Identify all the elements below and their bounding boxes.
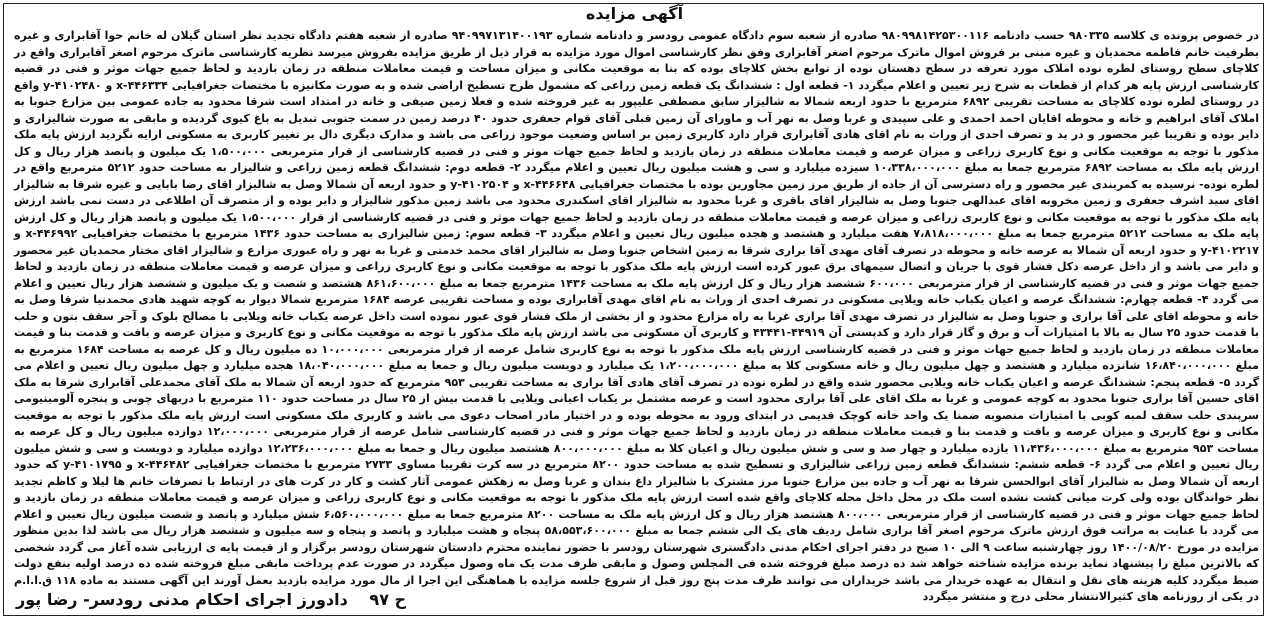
notice-footer (16, 590, 406, 609)
notice-body: در خصوص پرونده ی کلاسه ۹۸۰۳۳۵ حسب دادنامه ۹۸۰۹۹۸۱۴۲۵۳۰۰۱۱۶ صادره از شعبه سوم دادگاه عمومی رودسر و دادنامه شماره ۹۴۰۹۹۷۱۳۱۴۰۰۱۹۳ صادره از شعبه هفتم دادگاه تجدید نظر استان گیلان له خانم حوا آقابراری و غیره بطرفیت خانم فاطمه محمدیان و غیره مبنی بر فروش اموال ماترک مرحوم اصغر آقابراری وفق نظر کارشناسی اموال مورد مزایده به قرار ذیل از طریق مزایده بفروش میرسد نظریه کارشناسی ماترک مرحوم اصغر آقابراری واقع در کلاچای سطح روستای لطره نوده املاک مورد تعرفه در سطح دهستان نوده از توابع بخش کلاچای بوده که بنا به موقعیت مکانی و میزان مساحت و قیمت معاملات منطقه در زمان بازدید و لحاظ جمیع جهات موثر و فنی در قضیه کارشناسی ارزش پایه هر کدام از قطعات به شرح زیر تعیین و اعلام میگردد ۱- قطعه اول : ششدانگ یک قطعه زمین زراعی که مشمول طرح تسطیح اراضی شده و به صورت مکانیزه با مختصات جغرافیایی ۴۴۶۳۳۴-x و ۴۱۰۲۴۸۰-y واقع در روستای لطره نوده کلاچای به مساحت تقریبی ۶۸۹۲ مترمربع با حدود اربعه شمالا به شالیزار سابق مصطفی علیپور به غیر فروخته شده و فعلا زمین صیفی و خانه در امتداد است شرقا محدود به جاده عمومی بین مزارع جنوبا به املاک آقای ابراهیم و خانه و محوطه اقایان احمد احمدی و علی سپیدی و غربا وصل به نهر آب و ماورای آن زمین قبلی آقای قوام جعفری حدود ۴۰ درصد زمین در سمت جنوبی تبدیل به باغ کیوی گردیده و مابقی به صورت شالیزاری و دایر بوده و تقریبا غیر محصور و در ید و تصرف احدی از وراث به نام اقای هادی آقابراری قرار دارد کاربری زمین بر اساس وضعیت موجود زراعی می باشد و مدارک دیگری دال بر تغییر کاربری به مسکونی ارایه نگردید ارزش پایه ملک مذکور با توجه به موقعیت مکانی و نوع کاربری زراعی و میزان عرصه و قیمت معاملات منطقه در زمان بازدید و لحاظ جمیع جهات موثر و فنی در قضیه کارشناسی از قرار مترمربعی ۱،۵۰۰،۰۰۰ یک میلیون و پانصد هزار ریال و کل ارزش پایه ملک به مساحت ۶۸۹۲ مترمربع جمعا به مبلغ ۱۰،۳۳۸،۰۰۰،۰۰۰ سیزده میلیارد و سی و هشت میلیون ریال تعیین و اعلام میگردد ۲- قطعه دوم: ششدانگ قطعه زمین زراعی و شالیزار به مساحت حدود ۵۲۱۲ مترمربع واقع در لطره نوده- نرسیده به کمربندی غیر محصور و راه دسترسی آن از جاده از طریق مرز زمین مجاورین بوده با مختصات جغرافیایی ۴۴۶۶۴۸-x و ۴۱۰۲۵۰۴-y و حدود اربعه آن شمالا وصل به شالیزار اقای رضا بابایی و غیره شرقا به شالیزار اقای سید اشرف جعفری و زمین مخروبه اقای عبدالهی جنوبا وصل به شالیزار اقای باقری و غربا محدود به شالیزار اقای اسکندری محدود می باشد زمین مذکور شالیزار و دایر بوده و از متصرف آن اطلاعی در دست نمی باشد ارزش پایه ملک مذکور با توجه به موقعیت مکانی و نوع کاربری زراعی و میزان عرصه و قیمت معاملات منطقه در زمان بازدید و لحاظ جمیع جهات موثر و فنی در قضیه کارشناسی از قرار ۱،۵۰۰،۰۰۰ یک میلیون و پانصد هزار ریال و کل ارزش پایه ملک به مساحت ۵۲۱۲ مترمربع جمعا به مبلغ ۷،۸۱۸،۰۰۰،۰۰۰ هفت میلیارد و هشتصد و هجده میلیون ریال تعیین و اعلام میگردد ۳- قطعه سوم: زمین شالیزاری به مساحت حدود ۱۴۳۶ مترمربع با مختصات جغرافیایی ۴۴۶۹۹۲-x و ۴۱۰۲۲۱۷-y و حدود اربعه آن شمالا به عرصه خانه و محوطه در تصرف آقای مهدی آقا براری شرقا به زمین اشخاص جنوبا وصل به شالیزار اقای محمد خدمتی و غربا به نهر و راه عبوری مزارع و شالیزار اقای مختار محمدیان غیر محصور و دایر می باشد و از داخل عرصه دکل فشار قوی با جریان و اتصال سیمهای برق عبور کرده است ارزش پایه ملک مذکور با توجه به موقعیت مکانی و نوع کاربری زراعی و میزان عرصه و قیمت معاملات منطقه در زمان بازدید و لحاظ جمیع جهات موثر و فنی در قضیه کارشناسی از قرار مترمربعی ۶۰۰،۰۰۰ ششصد هزار ریال و کل ارزش پایه ملک به مساحت ۱۴۳۶ مترمربع جمعا به مبلغ ۸۶۱،۶۰۰،۰۰۰ هشتصد و شصت و یک میلیون و ششصد هزار ریال تعیین و اعلام می گردد ۴- قطعه چهارم: ششدانگ عرصه و اعیان یکباب خانه ویلایی مسکونی در تصرف احدی از وراث به نام اقای مهدی آقابراری بوده و مساحت تقریبی عرصه ۱۶۸۴ مترمربع شمالا دیوار به کوچه شهید هادی محمدنیا شرقا وصل به خانه و محوطه اقای علی آقا براری و جنوبا وصل به شالیزار در تصرف مهدی آقا براری غربا به راه مزارع محدود و از بخشی از ملک فشار قوی عبور نموده است داخل عرصه یکباب خانه ویلایی با مصالح بلوک و آجر سقف بتون و حلب با قدمت حدود ۲۵ سال به بالا با امتیازات آب و برق و گاز قرار دارد و کدپستی آن ۴۴۹۱۹-۴۳۴۴۱ و کاربری آن مسکونی می باشد ارزش پایه ملک مذکور با توجه به موقعیت مکانی و نوع کاربری و میزان عرصه و بافت و قدمت بنا و قیمت معاملات منطقه در زمان بازدید و لحاظ جمیع جهات موثر و فنی در قضیه کارشناسی ارزش پایه ملک مذکور با توجه به نوع کاربری شامل عرصه از قرار مترمربعی ۱۰،۰۰۰،۰۰۰ ده میلیون ریال و کل عرصه به مساحت ۱۶۸۴ مترمربع به مبلغ ۱۶،۸۴۰،۰۰۰،۰۰۰ شانزده میلیارد و هشتصد و چهل میلیون ریال و خانه مسکونی کلا به مبلغ ۱،۲۰۰،۰۰۰،۰۰۰ یک میلیارد و دویست میلیون ریال و جمعا به مبلغ ۱۸،۰۴۰،۰۰۰،۰۰۰ هجده میلیارد و چهل میلیون ریال تعیین و اعلام می گردد ۵- قطعه پنجم: ششدانگ عرصه و اعیان یکباب خانه ویلایی محصور شده واقع در لطره نوده در تصرف آقای هادی آقا براری به مساحت تقریبی ۹۵۳ مترمربع که حدود اربعه آن شمالا به ملک آقای محمدعلی آقابراری شرقا به ملک اقای حسین آقا براری جنوبا محدود به کوچه عمومی و غربا به ملک اقای علی آقا براری محدود است و عرصه مشتمل بر یکباب اعیانی ویلایی با قدمت بیش از ۲۵ سال در مساحت حدود ۱۱۰ مترمربع با دربهای چوبی و پنجره آلومینیومی سرپندی حلب سقف لمبه کوبی با امتیازات منصوبه ضمنا یک واحد خانه کوچک قدیمی در ابتدای ورود به محوطه بوده و در اختیار مادر اصحاب دعوی می باشد و کاربری ملک مسکونی است ارزش پایه ملک مذکور با توجه به موقعیت مکانی و نوع کاربری و میزان عرصه و بافت و قدمت بنا و قیمت معاملات منطقه در زمان بازدید و لحاظ جمیع جهات موثر و فنی در قضیه کارشناسی شامل عرصه از قرار مترمربعی ۱۲،۰۰۰،۰۰۰ دوازده میلیون ریال و کل عرصه به مساحت ۹۵۳ مترمربع به مبلغ ۱۱،۴۳۶،۰۰۰،۰۰۰ یازده میلیارد و چهار صد و سی و شش میلیون ریال و اعیان کلا به مبلغ ۸۰۰،۰۰۰،۰۰۰ هشتصد میلیون ریال و جمعا به مبلغ ۱۲،۲۳۶،۰۰۰،۰۰۰ دوازده میلیارد و دویست و سی و شش میلیون ریال تعیین و اعلام می گردد ۶- قطعه ششم: ششدانگ قطعه زمین زراعی شالیزاری و تسطیح شده به مساحت حدود ۸۲۰۰ مترمربع در سه کرت تقریبا مساوی ۲۷۳۳ مترمربع با مختصات جغرافیایی ۴۴۶۴۸۲-x و ۴۱۰۱۷۹۵-y که حدود اربعه آن شمالا وصل به شالیزار آقای ابوالحسن شرقا به نهر آب و جاده بین مزارع جنوبا مرز مشترک با شالیزار داغ بندان و غربا وصل به زهکش عمومی آثار کشت و کار در کرت های در ارتباط با تصرفات خانم ها لیلا و کاظم تجدید نظر خواندگان بوده ولی کرت میانی کشت نشده است ملک در محل داخل محله کلاچای واقع شده است ارزش پایه ملک مذکور با توجه به موقعیت مکانی و نوع کاربری زراعی و میزان عرصه و قیمت معاملات منطقه در زمان بازدید و لحاظ جمیع جهات موثر و فنی در قضیه کارشناسی از قرار مترمربعی ۸۰۰،۰۰۰ هشتصد هزار ریال و کل ارزش پایه ملک به مساحت ۸۲۰۰ مترمربع جمعا به مبلغ ۶،۵۶۰،۰۰۰،۰۰۰ شش میلیارد و پانصد و شصت میلیون ریال تعیین و اعلام می گردد با عنایت به مراتب فوق ارزش ماترک مرحوم اصغر آقا براری شامل ردیف های یک الی ششم جمعا به مبلغ ۵۸،۵۵۳،۶۰۰،۰۰۰ پنجاه و هشت میلیارد و پانصد و پنجاه و سه میلیون و ششصد هزار ریال می باشد لذا بدین منظور مزایده در مورخ ۱۴۰۰/۰۸/۲۰ روز چهارشنبه ساعت ۹ الی ۱۰ صبح در دفتر اجرای احکام مدنی دادگستری شهرستان رودسر با حضور نماینده محترم دادستان شهرستان رودسر برگزار و از قیمت پایه ی ارزیابی شده آغاز می گردد شخصی که بالاترین مبلغ را پیشنهاد نماید برنده مزایده شناخته خواهد شد ده درصد مبلغ فروخته شده فی المجلس وصول و مابقی ظرف مدت یک ماه وصول میگردد در صورت عدم پرداخت مابقی مبلغ فروخته شده ده درصد اولیه بنفع دولت ضبط میگردد کلیه هزینه های نقل و انتقال به عهده خریدار می باشد خریداران می توانند ظرف مدت پنج روز قبل از شروع جلسه مزایده با هماهنگی این اجرا از مال مورد مزایده بازدید بعمل آورند این آگهی مستند به ماده ۱۱۸ ق.ا.ا.م در یکی از روزنامه های کثیرالانتشار محلی درج و منتشر میگردد (14, 29, 1260, 603)
notice-code: ح ۹۷ (369, 590, 407, 609)
notice-title: آگهی مزایده (585, 4, 684, 23)
notice-signature: دادورز اجرای احکام مدنی رودسر- رضا پور (16, 590, 348, 609)
